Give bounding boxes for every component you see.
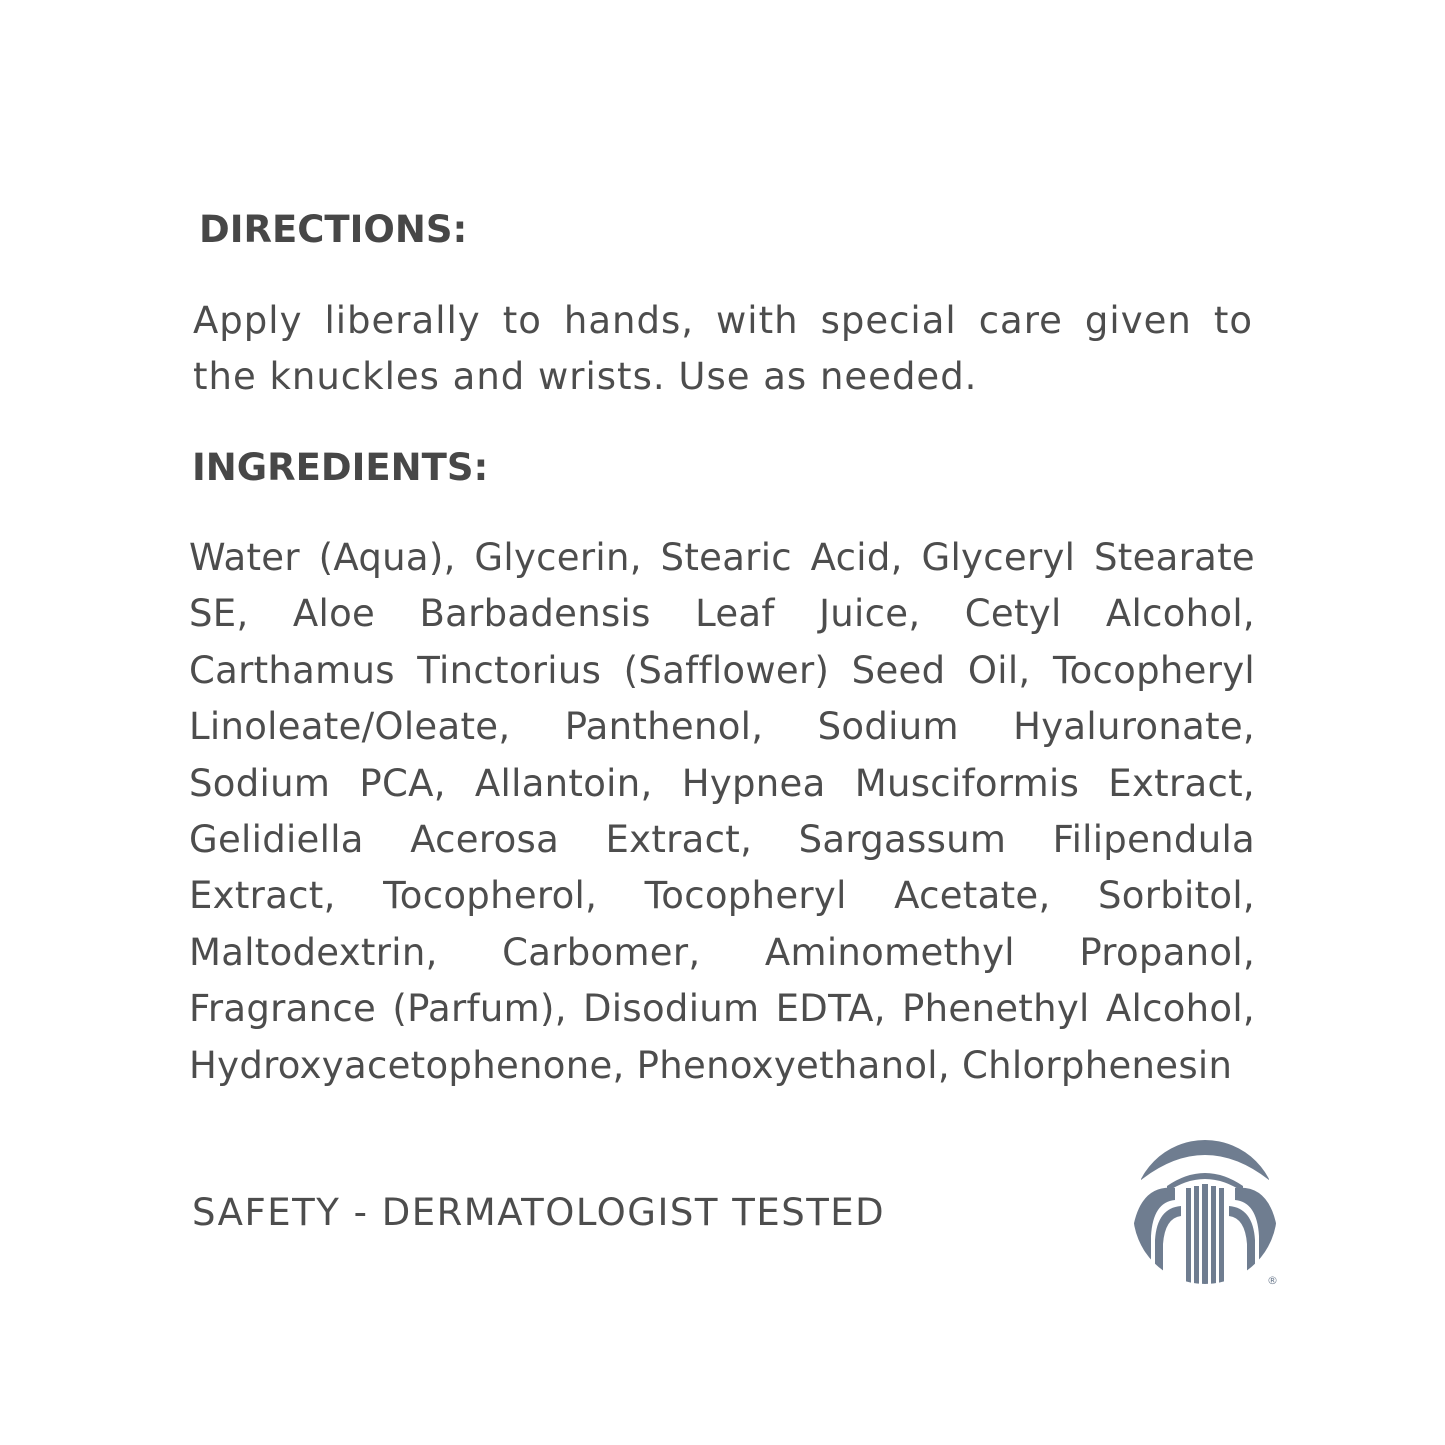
safety-note: SAFETY - DERMATOLOGIST TESTED	[192, 1191, 886, 1234]
ingredients-text: Water (Aqua), Glycerin, Stearic Acid, Glyceryl Stearate SE, Aloe Barbadensis Leaf Juice, Cetyl Alcohol, Carthamus Tinctorius (Safflower) Seed Oil, Tocopheryl Linoleate/Oleate, Panthenol, Sodium Hyaluronate, Sodium PCA, Allantoin, Hypnea Musciformis Extract, Gelidiella Acerosa Extract, Sargassum Filipendula Extract, Tocopherol, Tocopheryl Acetate, Sorbitol, Maltodextrin, Carbomer, Aminomethyl Propanol, Fragrance (Parfum), Disodium EDTA, Phenethyl Alcohol, Hydroxyacetophenone, Phenoxyethanol, Chlorphenesin	[189, 536, 1255, 1087]
directions-text: Apply liberally to hands, with special care given to the knuckles and wrists. Use as needed.	[193, 299, 1253, 399]
ingredients-heading: INGREDIENTS:	[192, 446, 489, 489]
directions-heading: DIRECTIONS:	[199, 208, 468, 251]
brand-logo-icon	[1131, 1136, 1281, 1288]
registered-mark: ®	[1267, 1274, 1278, 1287]
